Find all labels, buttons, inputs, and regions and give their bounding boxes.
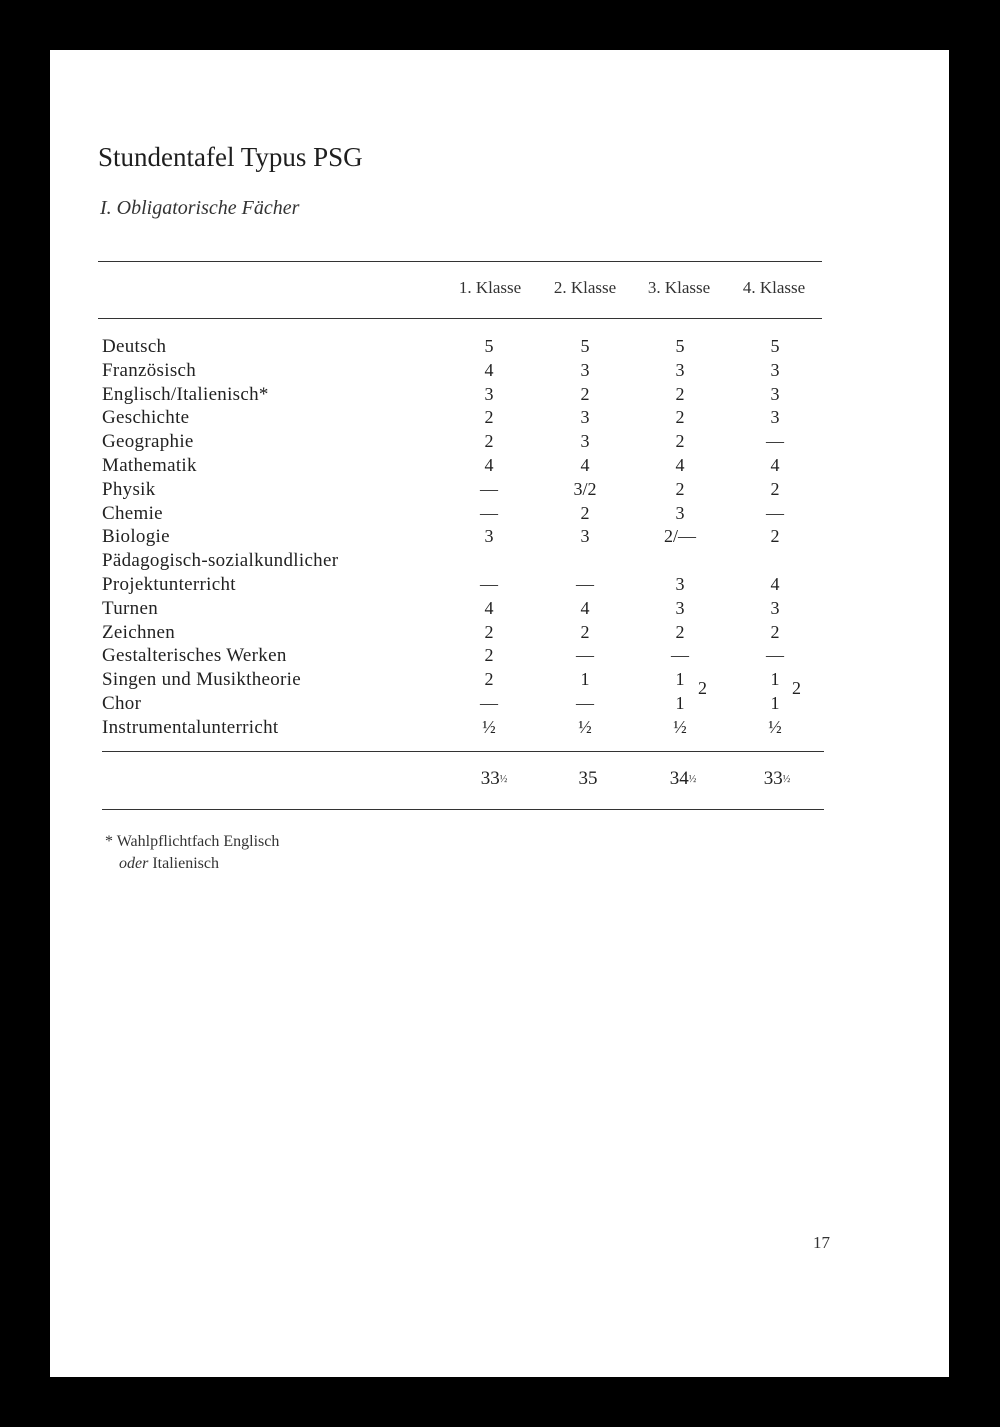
hours-cell: —	[576, 693, 594, 713]
hours-cell: 2	[770, 478, 780, 499]
document-page	[50, 50, 949, 1377]
hours-cell: 3/2	[573, 478, 597, 499]
hours-cell: 4	[484, 597, 494, 618]
hours-cell: 3	[580, 526, 590, 547]
hours-cell: 1	[770, 669, 780, 690]
hours-cell: 3	[675, 574, 685, 594]
total-4-whole: 33	[763, 768, 783, 789]
subject-label: Zeichnen	[102, 621, 176, 643]
footnote-line-2	[105, 853, 279, 875]
hours-cell: —	[480, 502, 498, 523]
hours-cell: 5	[484, 336, 494, 356]
table-row	[50, 336, 949, 360]
table-row	[50, 622, 949, 646]
total-1	[459, 768, 529, 790]
hours-cell: ½	[673, 716, 687, 737]
hours-cell: 2	[484, 669, 494, 690]
hours-cell: 3	[770, 407, 780, 428]
table-row	[50, 598, 949, 622]
hours-cell: 2	[484, 645, 494, 666]
subject-label: Instrumentalunterricht	[102, 716, 279, 738]
hours-cell: 4	[484, 359, 494, 380]
subject-label: Turnen	[102, 597, 158, 619]
total-1-frac: ½	[499, 774, 508, 785]
subject-label: Pädagogisch-sozialkundlicher	[102, 550, 339, 572]
hours-cell: 4	[580, 455, 590, 475]
total-4	[742, 768, 812, 790]
footnote	[105, 831, 279, 875]
subject-label: Mathematik	[102, 455, 197, 476]
subject-label: Geschichte	[102, 407, 190, 429]
total-4-frac: ½	[782, 774, 791, 785]
page-number: 17	[813, 1233, 830, 1252]
hours-cell: ½	[482, 716, 496, 737]
hours-cell: 4	[770, 574, 780, 594]
hours-cell: 2	[675, 478, 685, 499]
subject-label: Singen und Musiktheorie	[102, 669, 301, 691]
hours-cell: —	[766, 502, 784, 523]
subject-label: Französisch	[102, 359, 197, 381]
table-row	[50, 645, 949, 669]
hours-cell: —	[766, 645, 784, 666]
table-row	[50, 455, 949, 479]
hours-cell: —	[480, 574, 498, 594]
table-row	[50, 479, 949, 503]
hours-cell: 4	[770, 455, 780, 475]
brace-total-3: 2	[698, 678, 707, 698]
hours-cell: 3	[675, 597, 685, 618]
hours-cell: 3	[580, 431, 590, 452]
hours-cell: ½	[768, 716, 782, 737]
table-row	[50, 431, 949, 455]
totals-top-rule	[102, 751, 824, 752]
hours-cell: 1	[770, 693, 780, 713]
subject-label: Biologie	[102, 526, 170, 548]
hours-cell: 2	[675, 431, 685, 452]
table-row	[50, 550, 949, 574]
hours-cell: 2	[580, 621, 590, 642]
hours-cell: —	[766, 431, 784, 452]
hours-cell: 3	[580, 359, 590, 380]
hours-cell: ½	[578, 716, 592, 737]
table-row	[50, 503, 949, 527]
subject-label: Chemie	[102, 502, 163, 524]
hours-cell: 2	[580, 383, 590, 404]
table-row	[50, 669, 949, 693]
totals-bottom-rule	[102, 809, 824, 810]
hours-cell: 5	[675, 336, 685, 356]
hours-cell: 2	[770, 526, 780, 547]
subject-label: Physik	[102, 478, 156, 500]
hours-cell: 2	[770, 621, 780, 642]
total-3-whole: 34	[669, 768, 689, 789]
hours-cell: 5	[770, 336, 780, 356]
hours-cell: —	[671, 645, 689, 666]
section-subtitle: I. Obligatorische Fächer	[100, 197, 300, 219]
footnote-rest: Italienisch	[148, 855, 219, 872]
hours-cell: 3	[770, 597, 780, 618]
hours-cell: —	[480, 478, 498, 499]
hours-cell: 1	[580, 669, 590, 690]
hours-cell: 3	[484, 526, 494, 547]
hours-cell: 5	[580, 336, 590, 356]
table-row	[50, 360, 949, 384]
hours-cell: 3	[484, 383, 494, 404]
hours-cell: 1	[675, 693, 685, 713]
total-2	[553, 768, 623, 790]
hours-cell: 2	[675, 621, 685, 642]
total-1-whole: 33	[480, 768, 500, 789]
table-top-rule	[98, 261, 822, 262]
subject-label: Projektunterricht	[102, 574, 236, 595]
hours-cell: —	[576, 645, 594, 666]
hours-cell: 4	[484, 455, 494, 475]
column-header-2: 2. Klasse	[553, 278, 617, 297]
subject-label: Deutsch	[102, 336, 167, 357]
table-row	[50, 717, 949, 741]
subject-label: Chor	[102, 693, 142, 714]
hours-cell: —	[576, 574, 594, 594]
brace-total-4: 2	[792, 678, 801, 698]
footnote-emphasis: oder	[119, 855, 149, 872]
subject-label: Gestalterisches Werken	[102, 645, 287, 667]
hours-cell: 3	[675, 502, 685, 523]
hours-cell: 3	[770, 359, 780, 380]
total-3	[648, 768, 718, 790]
hours-cell: 3	[770, 383, 780, 404]
table-row	[50, 384, 949, 408]
column-header-3: 3. Klasse	[647, 278, 711, 297]
table-row	[50, 407, 949, 431]
hours-cell: 2	[484, 431, 494, 452]
hours-cell: —	[480, 693, 498, 713]
footnote-line-1: * Wahlpflichtfach Englisch	[105, 833, 280, 850]
subject-label: Geographie	[102, 431, 194, 453]
header-bottom-rule	[98, 318, 822, 319]
hours-cell: 2	[484, 621, 494, 642]
column-header-1: 1. Klasse	[458, 278, 522, 297]
table-row	[50, 526, 949, 550]
hours-cell: 3	[675, 359, 685, 380]
hours-cell: 2/—	[663, 526, 696, 547]
hours-cell: 2	[675, 383, 685, 404]
total-3-frac: ½	[688, 774, 697, 785]
hours-cell: 3	[580, 407, 590, 428]
hours-cell: 4	[675, 455, 685, 475]
total-2-whole: 35	[578, 768, 598, 789]
subject-label: Englisch/Italienisch*	[102, 383, 269, 405]
column-header-4: 4. Klasse	[742, 278, 806, 297]
page-title: Stundentafel Typus PSG	[98, 142, 363, 172]
hours-cell: 4	[580, 597, 590, 618]
hours-cell: 1	[675, 669, 685, 690]
hours-cell: 2	[675, 407, 685, 428]
table-row	[50, 574, 949, 598]
table-row	[50, 693, 949, 717]
hours-cell: 2	[580, 502, 590, 523]
hours-cell: 2	[484, 407, 494, 428]
